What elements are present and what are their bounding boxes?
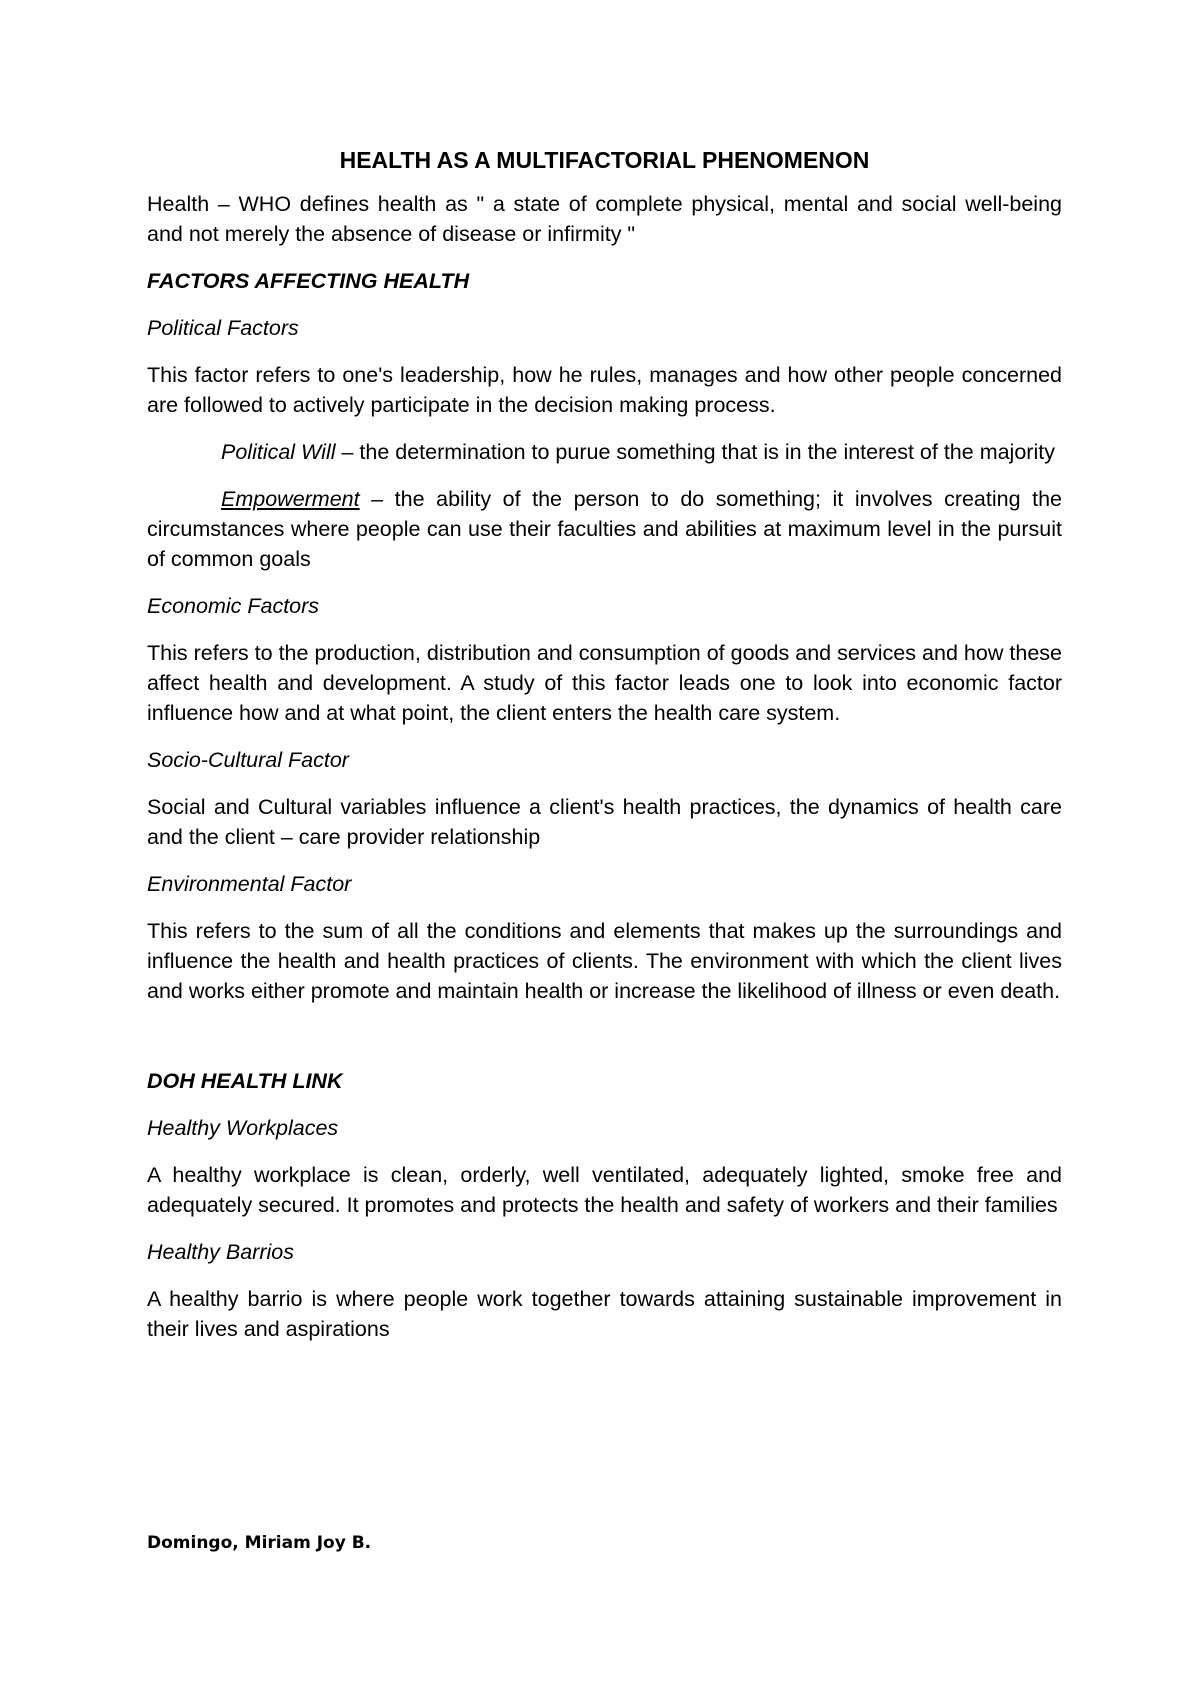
subheading-healthy-workplaces: Healthy Workplaces: [147, 1116, 339, 1140]
healthy-workplaces-paragraph: A healthy workplace is clean, orderly, well ventilated, adequately lighted, smoke free and adequately secured. It promotes and protects the health and safety of workers and their families: [147, 1163, 1062, 1217]
subheading-political-factors: Political Factors: [147, 316, 299, 340]
socio-cultural-paragraph: Social and Cultural variables influence a client's health practices, the dynamics of health care and the client – care provider relationship: [147, 795, 1062, 849]
economic-factors-paragraph: This refers to the production, distribution and consumption of goods and services and how these affect health and development. A study of this factor leads one to look into economic factor influence how and at what point, the client enters the health care system.: [147, 641, 1062, 725]
subheading-socio-cultural-factor: Socio-Cultural Factor: [147, 748, 349, 772]
author-footer: Domingo, Miriam Joy B.: [147, 1533, 372, 1553]
political-will-term: Political Will: [221, 440, 336, 464]
political-will-definition: – the determination to purue something that is in the interest of the majority: [335, 440, 1055, 464]
section-heading-factors: FACTORS AFFECTING HEALTH: [147, 269, 470, 293]
subheading-healthy-barrios: Healthy Barrios: [147, 1240, 294, 1264]
section-heading-doh: DOH HEALTH LINK: [147, 1069, 343, 1093]
empowerment-definition: – the ability of the person to do something; it involves creating the circumstances where people can use their faculties and abilities at maximum level in the pursuit of common goals: [147, 487, 1062, 571]
environmental-paragraph: This refers to the sum of all the conditions and elements that makes up the surroundings and influence the health and health practices of clients. The environment with which the client lives and works either promote and maintain health or increase the likelihood of illness or even death.: [147, 919, 1062, 1003]
empowerment-paragraph: [147, 484, 1062, 574]
section-spacer: [147, 1023, 1062, 1066]
intro-paragraph: Health – WHO defines health as " a state of complete physical, mental and social well-being and not merely the absence of disease or infirmity ": [147, 192, 1062, 246]
healthy-barrios-paragraph: A healthy barrio is where people work together towards attaining sustainable improvement in their lives and aspirations: [147, 1287, 1062, 1341]
subheading-environmental-factor: Environmental Factor: [147, 872, 352, 896]
document-body: [147, 145, 1062, 1361]
political-will-paragraph: [147, 437, 1062, 467]
page-title: HEALTH AS A MULTIFACTORIAL PHENOMENON: [339, 147, 870, 173]
political-factors-paragraph: This factor refers to one's leadership, how he rules, manages and how other people concerned are followed to actively participate in the decision making process.: [147, 363, 1062, 417]
subheading-economic-factors: Economic Factors: [147, 594, 320, 618]
empowerment-term: Empowerment: [221, 487, 360, 511]
